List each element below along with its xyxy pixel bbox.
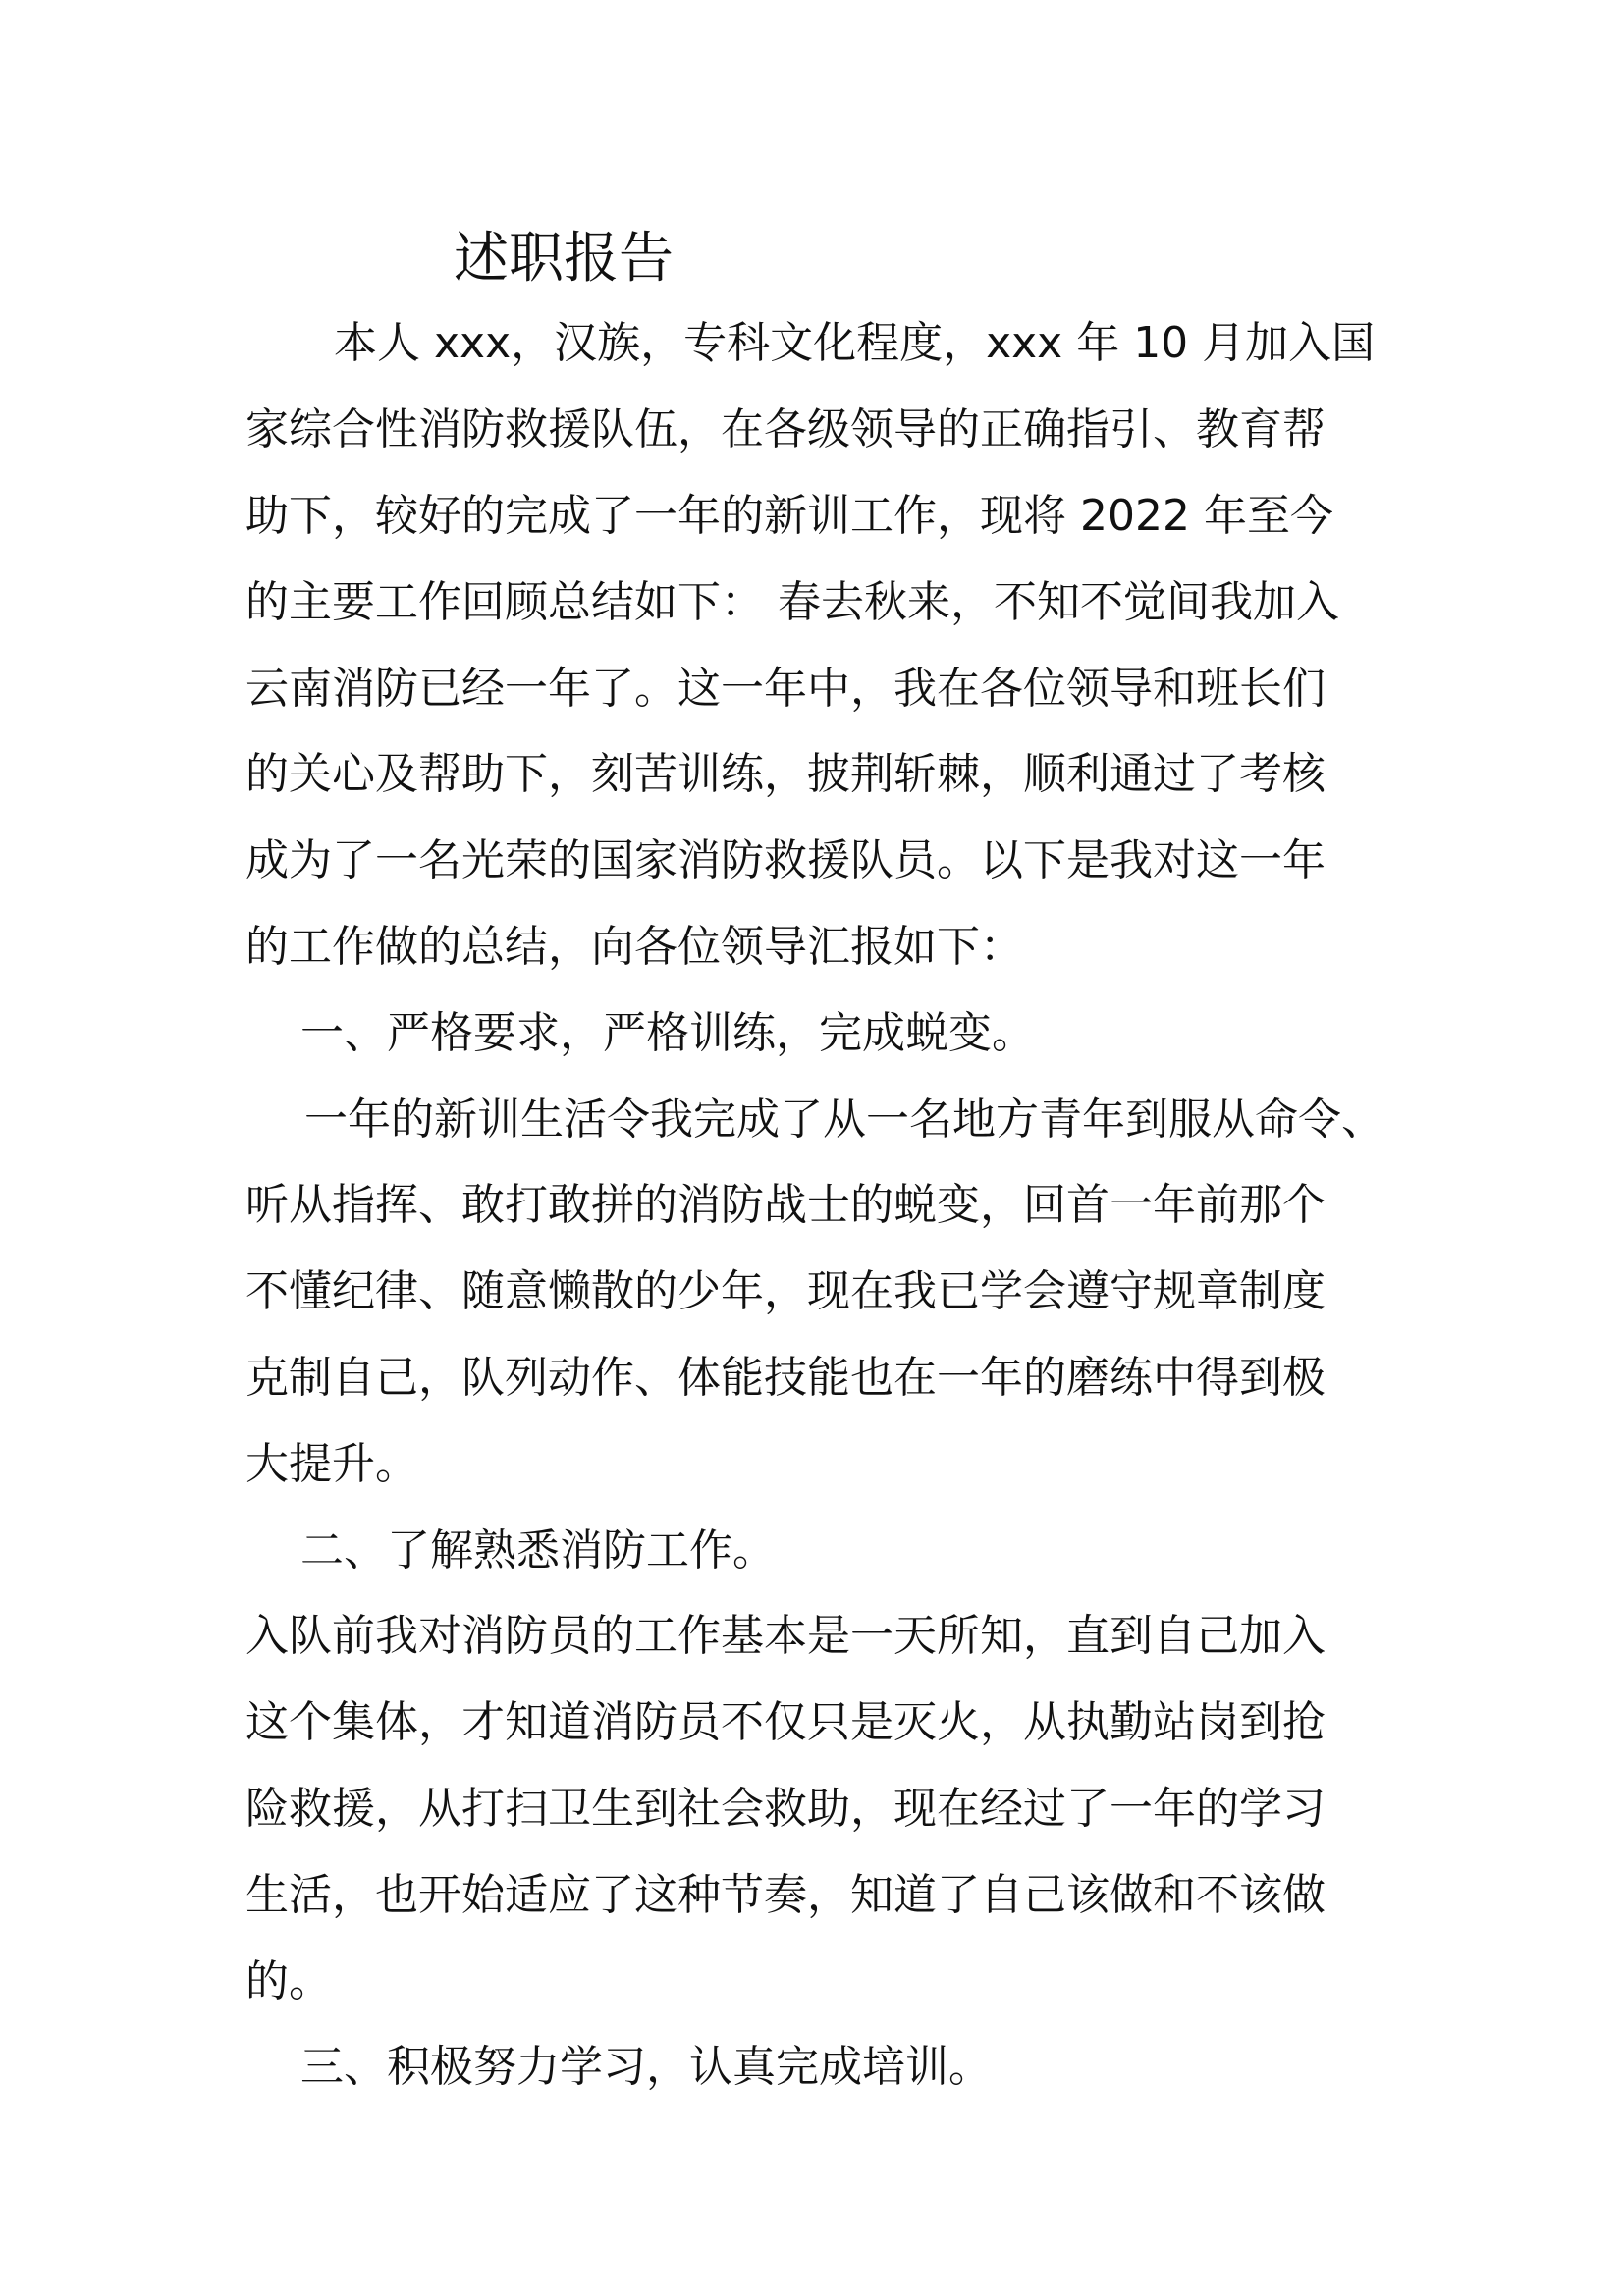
section-heading-3: 三、积极努力学习，认真完成培训。 <box>300 2042 992 2092</box>
paragraph-line-14: 入队前我对消防员的工作基本是一天所知，直到自己加入 <box>245 1611 1326 1661</box>
paragraph-line-17: 生活，也开始适应了这种节奏，知道了自己该做和不该做 <box>245 1870 1326 1920</box>
paragraph-line-1: 本人 xxx，汉族，专科文化程度，xxx 年 10 月加入国 <box>334 318 1376 368</box>
section-heading-2: 二、了解熟悉消防工作。 <box>300 1525 776 1575</box>
paragraph-line-13: 大提升。 <box>245 1439 418 1489</box>
paragraph-line-7: 成为了一名光荣的国家消防救援队员。以下是我对这一年 <box>245 835 1326 885</box>
paragraph-line-3: 助下，较好的完成了一年的新训工作，现将 2022 年至今 <box>245 491 1333 541</box>
paragraph-line-16: 险救援，从打扫卫生到社会救助，现在经过了一年的学习 <box>245 1784 1326 1834</box>
paragraph-line-4: 的主要工作回顾总结如下： 春去秋来，不知不觉间我加入 <box>245 577 1339 627</box>
paragraph-line-8: 的工作做的总结，向各位领导汇报如下： <box>245 922 1023 972</box>
paragraph-line-2: 家综合性消防救援队伍，在各级领导的正确指引、教育帮 <box>245 404 1326 454</box>
paragraph-line-15: 这个集体，才知道消防员不仅只是灭火，从执勤站岗到抢 <box>245 1697 1326 1747</box>
paragraph-line-6: 的关心及帮助下，刻苦训练，披荆斩棘，顺利通过了考核 <box>245 749 1326 799</box>
document-title: 述职报告 <box>454 227 674 291</box>
paragraph-line-5: 云南消防已经一年了。这一年中，我在各位领导和班长们 <box>245 664 1326 714</box>
paragraph-line-10: 听从指挥、敢打敢拼的消防战士的蜕变，回首一年前那个 <box>245 1180 1326 1230</box>
section-heading-1: 一、严格要求，严格训练，完成蜕变。 <box>300 1008 1035 1058</box>
paragraph-line-9: 一年的新训生活令我完成了从一名地方青年到服从命令、 <box>304 1095 1384 1145</box>
paragraph-line-18: 的。 <box>245 1956 332 2006</box>
paragraph-line-12: 克制自己，队列动作、体能技能也在一年的磨练中得到极 <box>245 1353 1326 1403</box>
paragraph-line-11: 不懂纪律、随意懒散的少年，现在我已学会遵守规章制度 <box>245 1266 1326 1316</box>
